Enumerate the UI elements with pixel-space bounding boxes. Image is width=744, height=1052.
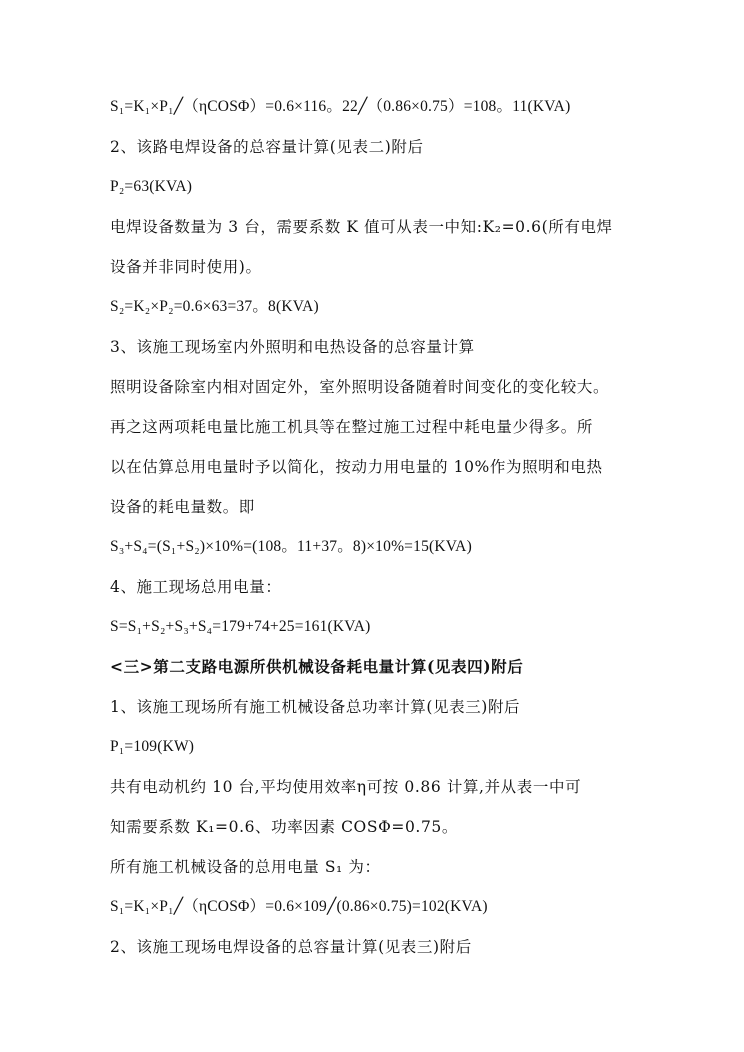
formula-s3-s4: S₃+S₄=(S₁+S₂)×10%=(108。11+37。8)×10%=15(KVA) bbox=[110, 538, 472, 555]
section-item-1-power: 1、该施工现场所有施工机械设备总功率计算(见表三)附后 bbox=[110, 698, 521, 716]
formula-s2: S₂=K₂×P₂=0.6×63=37。8(KVA) bbox=[110, 298, 319, 315]
paragraph-motors-2: 知需要系数 K₁=0.6、功率因素 COSΦ=0.75。 bbox=[110, 818, 458, 836]
paragraph-lighting-2: 再之这两项耗电量比施工机具等在整过施工过程中耗电量少得多。所 bbox=[110, 418, 594, 436]
paragraph-total-s1-intro: 所有施工机械设备的总用电量 S₁ 为： bbox=[110, 858, 381, 876]
section-item-3-lighting: 3、该施工现场室内外照明和电热设备的总容量计算 bbox=[110, 338, 475, 356]
formula-total-s: S=S₁+S₂+S₃+S₄=179+74+25=161(KVA) bbox=[110, 618, 371, 635]
section-item-2-welding: 2、该路电焊设备的总容量计算(见表二)附后 bbox=[110, 138, 424, 156]
formula-p2: P₂=63(KVA) bbox=[110, 178, 193, 195]
paragraph-lighting-3: 以在估算总用电量时予以简化，按动力用电量的 10%作为照明和电热 bbox=[110, 458, 603, 476]
formula-s1-second: S₁=K₁×P₁╱（ηCOSΦ）=0.6×109╱(0.86×0.75)=102(KVA) bbox=[110, 898, 488, 915]
paragraph-motors-1: 共有电动机约 10 台,平均使用效率η可按 0.86 计算,并从表一中可 bbox=[110, 778, 582, 796]
paragraph-welding-count-cont: 设备并非同时使用)。 bbox=[110, 258, 262, 276]
section-heading-branch-2: <三>第二支路电源所供机械设备耗电量计算(见表四)附后 bbox=[110, 657, 524, 676]
formula-p1: P₁=109(KW) bbox=[110, 738, 195, 755]
paragraph-welding-count: 电焊设备数量为 3 台，需要系数 K 值可从表一中知:K₂=0.6(所有电焊 bbox=[110, 218, 613, 236]
section-item-4-total: 4、施工现场总用电量： bbox=[110, 578, 282, 596]
formula-s1-first: S₁=K₁×P₁╱（ηCOSΦ）=0.6×116。22╱（0.86×0.75）=108。11(KVA) bbox=[110, 98, 571, 115]
section-item-2-welding-second: 2、该施工现场电焊设备的总容量计算(见表三)附后 bbox=[110, 938, 472, 956]
paragraph-lighting-1: 照明设备除室内相对固定外，室外照明设备随着时间变化的变化较大。 bbox=[110, 378, 610, 396]
paragraph-lighting-4: 设备的耗电量数。即 bbox=[110, 498, 255, 516]
